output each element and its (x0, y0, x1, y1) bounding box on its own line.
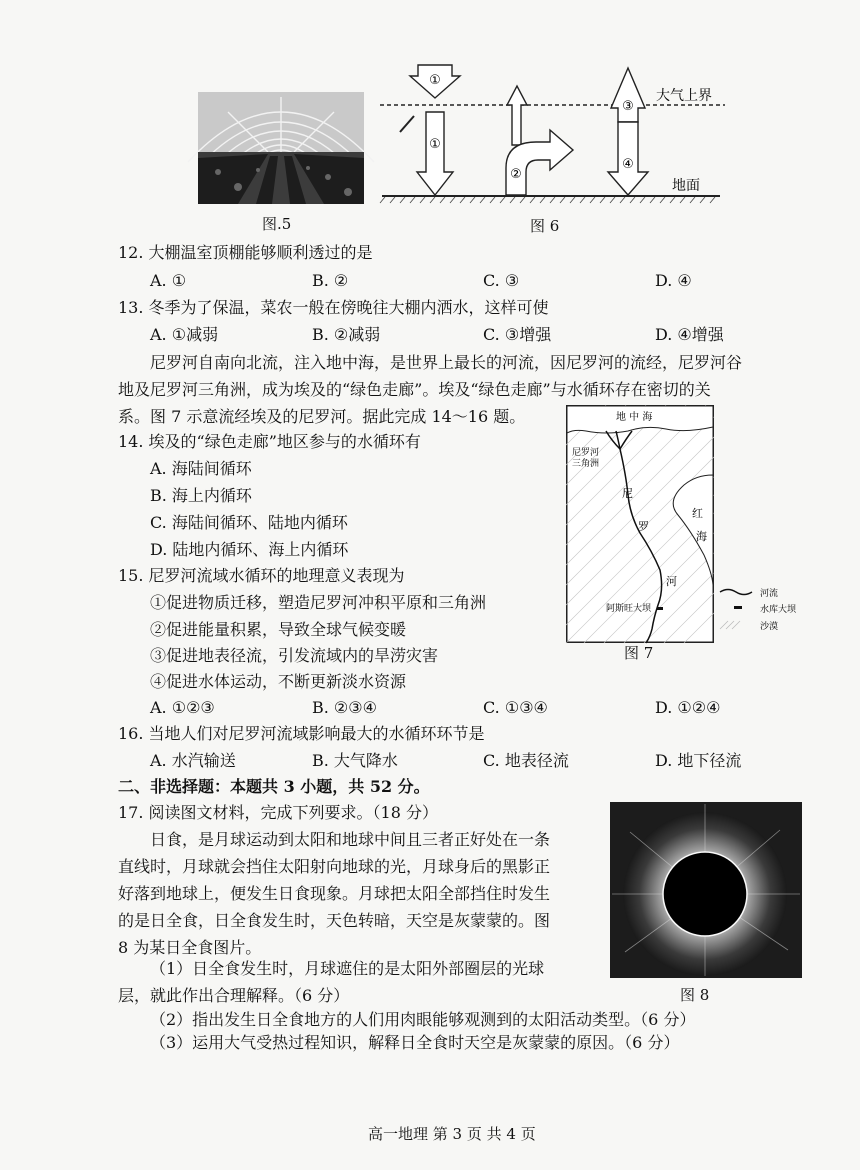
q15-option-b: B. ②③④ (312, 698, 377, 717)
q17-para-1: 日食，是月球运动到太阳和地球中间且三者正好处在一条 (150, 830, 551, 849)
fig6-label-ground: 地面 (672, 178, 700, 194)
fig7-caption: 图 7 (624, 644, 654, 662)
map-label-he: 河 (666, 575, 677, 588)
fig6-num-2: ② (510, 167, 522, 182)
q17-stem: 17. 阅读图文材料，完成下列要求。（18 分） (118, 803, 438, 822)
fig6-num-1: ① (429, 137, 441, 152)
q15-statement-1: ①促进物质迁移，塑造尼罗河冲积平原和三角洲 (150, 593, 487, 612)
map-label-delta-1: 尼罗河 (572, 448, 600, 458)
fig5-caption: 图.5 (262, 215, 292, 233)
q16-option-a: A. 水汽输送 (150, 751, 236, 770)
q17-sub2: （2）指出发生日全食地方的人们用肉眼能够观测到的太阳活动类型。（6 分） (150, 1010, 696, 1029)
q15-stem: 15. 尼罗河流域水循环的地理意义表现为 (118, 566, 405, 585)
q12-stem: 12. 大棚温室顶棚能够顺利透过的是 (118, 243, 373, 262)
passage-line-3: 系。图 7 示意流经埃及的尼罗河。据此完成 14～16 题。 (118, 407, 526, 426)
q14-stem: 14. 埃及的“绿色走廊”地区参与的水循环有 (118, 432, 421, 451)
passage-line-2: 地及尼罗河三角洲，成为埃及的“绿色走廊”。埃及“绿色走廊”与水循环存在密切的关 (118, 380, 711, 399)
fig6-num-1-top: ① (429, 73, 441, 88)
radiation-diagram (380, 60, 725, 210)
q17-para-5: 8 为某日全食图片。 (118, 938, 262, 957)
q15-option-c: C. ①③④ (483, 698, 548, 717)
fig6-label-top: 大气上界 (656, 88, 712, 104)
q15-statement-2: ②促进能量积累，导致全球气候变暖 (150, 620, 407, 639)
q13-stem: 13. 冬季为了保温，菜农一般在傍晚往大棚内洒水，这样可使 (118, 298, 549, 317)
q14-option-b: B. 海上内循环 (150, 486, 252, 505)
q14-option-a: A. 海陆间循环 (150, 459, 252, 478)
q14-option-c: C. 海陆间循环、陆地内循环 (150, 513, 348, 532)
q15-option-d: D. ①②④ (655, 698, 721, 717)
q12-option-c: C. ③ (483, 271, 520, 290)
map-label-red-1: 红 (692, 507, 703, 520)
q12-option-b: B. ② (312, 271, 349, 290)
passage-line-1: 尼罗河自南向北流，注入地中海，是世界上最长的河流，因尼罗河的流经，尼罗河谷 (150, 353, 743, 372)
q17-sub1-line2: 层，就此作出合理解释。（6 分） (118, 986, 350, 1005)
q13-option-d: D. ④增强 (655, 325, 724, 344)
q15-option-a: A. ①②③ (150, 698, 215, 717)
q16-stem: 16. 当地人们对尼罗河流域影响最大的水循环环节是 (118, 724, 485, 743)
map-label-luo: 罗 (638, 520, 649, 533)
q15-statement-4: ④促进水体运动，不断更新淡水资源 (150, 672, 407, 691)
fig6-caption: 图 6 (530, 217, 560, 235)
q17-para-3: 好落到地球上，便发生日食现象。月球把太阳全部挡住时发生 (118, 884, 551, 903)
map-label-red-2: 海 (696, 530, 707, 543)
legend-desert: 沙漠 (760, 622, 779, 632)
map-label-mediterranean: 地 中 海 (616, 412, 653, 423)
q17-sub1-line1: （1）日全食发生时，月球遮住的是太阳外部圈层的光球 (150, 959, 545, 978)
q17-para-2: 直线时，月球就会挡住太阳射向地球的光，月球身后的黑影正 (118, 857, 551, 876)
q13-option-a: A. ①减弱 (150, 325, 219, 344)
q15-statement-3: ③促进地表径流，引发流域内的旱涝灾害 (150, 646, 439, 665)
legend-dam: 水库大坝 (760, 605, 797, 615)
q17-sub3: （3）运用大气受热过程知识，解释日全食时天空是灰蒙蒙的原因。（6 分） (150, 1033, 680, 1052)
page-footer: 高一地理 第 3 页 共 4 页 (368, 1125, 536, 1143)
fig8-caption: 图 8 (680, 986, 710, 1004)
fig6-num-4: ④ (622, 157, 634, 172)
fig6-num-3: ③ (622, 99, 634, 114)
q17-para-4: 的是日全食，日全食发生时，天色转暗，天空是灰蒙蒙的。图 (118, 911, 551, 930)
map-label-delta-2: 三角洲 (572, 459, 600, 469)
greenhouse-photo (198, 92, 364, 204)
q16-option-d: D. 地下径流 (655, 751, 742, 770)
map-label-ni: 尼 (622, 487, 633, 500)
nile-map (566, 405, 714, 643)
legend-river: 河流 (760, 589, 779, 599)
q16-option-c: C. 地表径流 (483, 751, 569, 770)
q12-option-a: A. ① (150, 271, 187, 290)
q13-option-b: B. ②减弱 (312, 325, 381, 344)
map-legend (718, 585, 797, 637)
solar-eclipse-photo (610, 802, 802, 978)
q14-option-d: D. 陆地内循环、海上内循环 (150, 540, 349, 559)
section-2-heading: 二、非选择题：本题共 3 小题，共 52 分。 (118, 777, 430, 796)
q12-option-d: D. ④ (655, 271, 692, 290)
map-label-dam: 阿斯旺大坝 (606, 604, 652, 614)
q16-option-b: B. 大气降水 (312, 751, 398, 770)
q13-option-c: C. ③增强 (483, 325, 552, 344)
